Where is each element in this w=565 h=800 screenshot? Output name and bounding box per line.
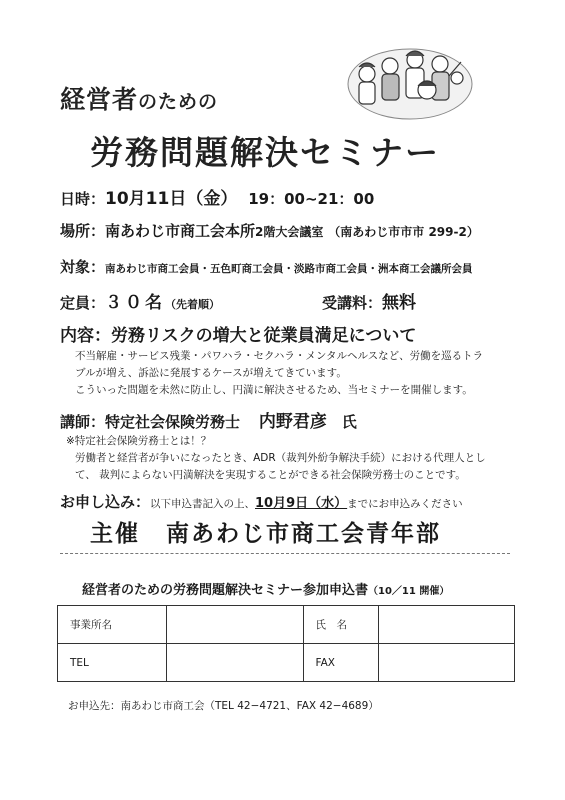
- fee-value: 無料: [382, 293, 417, 313]
- sponsor-label: 主催: [90, 521, 140, 547]
- lecturer-note-title: ※特定社会保険労務士とは！？: [66, 435, 212, 447]
- lecturer-note: [75, 450, 486, 484]
- venue-address: （南あわじ市市市 299-2）: [328, 225, 479, 239]
- people-illustration: [345, 40, 475, 120]
- lecturer-note-line: て、 裁判によらない円満解決を実現することができる社会保険労務士のことです。: [75, 469, 466, 481]
- datetime-row: [60, 184, 374, 209]
- sponsor: [90, 515, 441, 548]
- cut-line: [60, 553, 510, 554]
- lecturer-name: 内野君彦: [258, 412, 327, 432]
- content-line: 不当解雇・サービス残業・パワハラ・セクハラ・メンタルヘルスなど、労働を巡るトラ: [75, 350, 484, 362]
- fax-label: FAX: [303, 644, 378, 682]
- target-text: 南あわじ市商工会員・五色町商工会員・淡路市商工会員・洲本商工会議所会員: [105, 263, 473, 275]
- lecturer-note-line: 労働者と経営者が争いになったとき、ADR（裁判外紛争解決手続）における代理人とし: [75, 452, 486, 464]
- content-line: こういった問題を未然に防止し、円満に解決させるため、当セミナーを開催します。: [75, 384, 473, 396]
- lecturer-label: 講師：: [60, 413, 106, 431]
- tel-field[interactable]: [167, 644, 304, 682]
- footer-contact: お申込先：南あわじ市商工会（TEL 42−4721、FAX 42−4689）: [68, 700, 379, 712]
- form-title: [82, 579, 449, 598]
- capacity-row: [60, 288, 220, 313]
- application-deadline: 10月9日（水）: [255, 496, 348, 511]
- content-line: ブルが増え、訴訟に発展するケースが増えてきています。: [75, 367, 347, 379]
- venue-label: 場所：: [60, 222, 106, 240]
- target-row: [60, 256, 473, 277]
- content-title: 労務リスクの増大と従業員満足について: [111, 326, 417, 346]
- title-part-2: のための: [138, 91, 219, 113]
- title-line-2: 労務問題解決セミナー: [90, 133, 440, 172]
- name-label: 氏 名: [303, 606, 378, 644]
- title-line-1: [60, 80, 218, 116]
- capacity-value: ３０名: [105, 293, 166, 313]
- title-part-1: 経営者: [60, 85, 139, 114]
- venue-row: [60, 220, 479, 241]
- sponsor-name: 南あわじ市商工会青年部: [166, 521, 441, 547]
- application-row: [60, 491, 463, 512]
- content-label: 内容：: [60, 326, 111, 346]
- fax-field[interactable]: [378, 644, 515, 682]
- company-field[interactable]: [167, 606, 304, 644]
- name-field[interactable]: [378, 606, 515, 644]
- form-title-text: 経営者のための労務問題解決セミナー参加申込書: [82, 583, 369, 598]
- company-label: 事業所名: [58, 606, 167, 644]
- venue-name: 南あわじ市商工会本所: [105, 222, 256, 240]
- application-pre: 以下申込書記入の上、: [150, 498, 256, 510]
- datetime-label: 日時：: [60, 190, 106, 208]
- target-label: 対象：: [60, 258, 106, 276]
- datetime-time: 19：00∼21：00: [248, 190, 375, 208]
- fee-label: 受講料：: [322, 294, 383, 312]
- tel-label: TEL: [58, 644, 167, 682]
- form-title-note: （10／11 開催）: [368, 586, 450, 597]
- application-post: までにお申込みください: [347, 498, 463, 510]
- content-row: [60, 321, 416, 346]
- fee-row: [322, 288, 416, 313]
- lecturer-title: 特定社会保険労務士: [105, 413, 241, 431]
- content-description: [75, 348, 483, 399]
- lecturer-honorific: 氏: [341, 413, 357, 431]
- lecturer-row: [60, 407, 357, 432]
- application-label: お申し込み：: [60, 493, 151, 511]
- venue-room: 2階大会議室: [255, 225, 324, 239]
- capacity-label: 定員：: [60, 294, 106, 312]
- datetime-date: 10月11日（金）: [105, 189, 238, 209]
- capacity-note: （先着順）: [165, 298, 221, 311]
- application-form: [57, 605, 515, 682]
